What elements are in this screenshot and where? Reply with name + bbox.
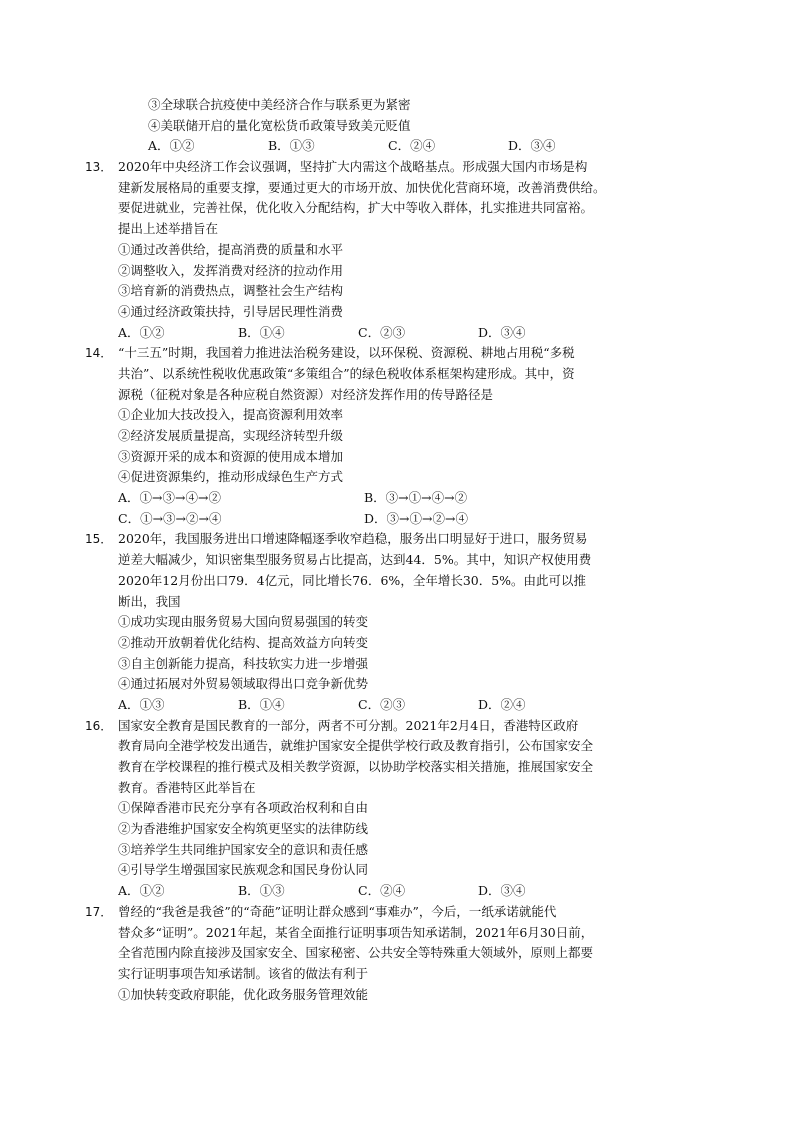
answer-item: ③全球联合抗疫使中美经济合作与联系更为紧密 xyxy=(148,97,411,112)
option-b: B．①③ xyxy=(268,138,315,154)
question-text: 源税（征税对象是各种应税自然资源）对经济发挥作用的传导路径是 xyxy=(118,386,494,402)
question-text: 国家安全教育是国民教育的一部分，两者不可分割。2021年2月4日，香港特区政府 xyxy=(118,717,579,733)
option-d: D．③→①→②→④ xyxy=(364,510,468,526)
answer-item: ①加快转变政府职能，优化政务服务管理效能 xyxy=(118,986,369,1002)
option-a: A．①② xyxy=(118,324,165,340)
question-text: 建新发展格局的重要支撑，要通过更大的市场开放、加快优化营商环境，改善消费供给。 xyxy=(118,179,606,195)
question-text: “十三五”时期，我国着力推进法治税务建设，以环保税、资源税、耕地占用税“多税 xyxy=(118,345,575,361)
option-c: C．②④ xyxy=(388,138,436,154)
option-c: C．②④ xyxy=(358,883,406,899)
question-text: 断出，我国 xyxy=(118,593,181,609)
answer-item: ②经济发展质量提高，实现经济转型升级 xyxy=(118,428,344,443)
option-d: D．②④ xyxy=(478,696,526,712)
answer-item: ①企业加大技改投入，提高资源利用效率 xyxy=(118,407,344,423)
question-number: 16． xyxy=(85,718,113,733)
answer-item: ④通过经济政策扶持，引导居民理性消费 xyxy=(118,303,344,319)
option-d: D．③④ xyxy=(508,138,556,154)
options-row xyxy=(118,323,680,344)
question-number: 13． xyxy=(85,160,113,175)
question-number: 15． xyxy=(85,532,113,547)
option-c: C．②③ xyxy=(358,324,406,340)
answer-item: ③自主创新能力提高，科技软实力进一步增强 xyxy=(118,655,369,671)
answer-item: ①成功实现由服务贸易大国向贸易强国的转变 xyxy=(118,614,369,630)
option-c: C．①→③→②→④ xyxy=(118,510,222,526)
answer-item: ③培养学生共同维护国家安全的意识和责任感 xyxy=(118,841,369,857)
question-text: 教育在学校课程的推行模式及相关教学资源，以协助学校落实相关措施，推展国家安全 xyxy=(118,759,594,774)
question-12-continuation xyxy=(118,95,680,157)
question-text: 全省范围内除直接涉及国家安全、国家秘密、公共安全等特殊重大领域外，原则上都要 xyxy=(118,945,594,961)
option-c: C．②③ xyxy=(358,696,406,712)
answer-item: ③培育新的消费热点，调整社会生产结构 xyxy=(118,283,344,299)
options-row xyxy=(118,881,680,902)
options-row xyxy=(118,488,680,509)
question-text: 提出上述举措旨在 xyxy=(118,221,219,237)
page-content xyxy=(85,95,680,1005)
option-d: D．③④ xyxy=(478,883,526,899)
question-text: 共治”、以系统性税收优惠政策“多策组合”的绿色税收体系框架构建形成。其中，资 xyxy=(118,365,575,381)
option-a: A．①② xyxy=(118,883,165,899)
options-row xyxy=(118,136,680,157)
question-16 xyxy=(85,716,680,902)
question-text: 2020年12月份出口79．4亿元，同比增长76．6%，全年增长30．5%。由此可以推 xyxy=(118,572,587,588)
question-number: 17． xyxy=(85,904,113,919)
question-number: 14． xyxy=(85,346,113,361)
option-b: B．①③ xyxy=(238,883,285,899)
option-b: B．①④ xyxy=(238,696,285,712)
answer-item: ②推动开放朝着优化结构、提高效益方向转变 xyxy=(118,634,369,650)
option-a: A．①→③→④→② xyxy=(118,490,221,506)
option-d: D．③④ xyxy=(478,324,526,340)
answer-item: ①通过改善供给，提高消费的质量和水平 xyxy=(118,241,344,257)
answer-item: ④美联储开启的量化宽松货币政策导致美元贬值 xyxy=(148,117,411,133)
question-text: 2020年中央经济工作会议强调，坚持扩大内需这个战略基点。形成强大国内市场是构 xyxy=(118,159,588,175)
answer-item: ②调整收入，发挥消费对经济的拉动作用 xyxy=(118,262,344,278)
question-text: 替众多“证明”。2021年起，某省全面推行证明事项告知承诺制，2021年6月30日前， xyxy=(118,924,594,940)
question-text: 逆差大幅减少，知识密集型服务贸易占比提高，达到44．5%。其中，知识产权使用费 xyxy=(118,552,592,568)
answer-item: ④通过拓展对外贸易领域取得出口竞争新优势 xyxy=(118,676,369,692)
question-15 xyxy=(85,529,680,715)
answer-item: ①保障香港市民充分享有各项政治权利和自由 xyxy=(118,800,369,816)
question-14 xyxy=(85,343,680,529)
question-text: 曾经的“我爸是我爸”的“奇葩”证明让群众感到“事难办”，今后，一纸承诺就能代 xyxy=(118,903,557,919)
question-text: 教育局向全港学校发出通告，就维护国家安全提供学校行政及教育指引，公布国家安全 xyxy=(118,738,594,754)
question-text: 实行证明事项告知承诺制。该省的做法有利于 xyxy=(118,965,369,981)
answer-item: ②为香港维护国家安全构筑更坚实的法律防线 xyxy=(118,821,369,837)
question-17 xyxy=(85,902,680,1005)
answer-item: ④促进资源集约，推动形成绿色生产方式 xyxy=(118,469,344,485)
question-text: 教育。香港特区此举旨在 xyxy=(118,779,256,795)
option-b: B．③→①→④→② xyxy=(364,490,468,506)
question-13 xyxy=(85,157,680,343)
options-row xyxy=(118,509,680,530)
question-text: 要促进就业，完善社保，优化收入分配结构，扩大中等收入群体，扎实推进共同富裕。 xyxy=(118,200,594,216)
option-a: A．①② xyxy=(148,138,195,154)
answer-item: ③资源开采的成本和资源的使用成本增加 xyxy=(118,448,344,464)
options-row xyxy=(118,695,680,716)
answer-item: ④引导学生增强国家民族观念和国民身份认同 xyxy=(118,862,369,878)
option-a: A．①③ xyxy=(118,696,165,712)
question-text: 2020年，我国服务进出口增速降幅逐季收窄趋稳，服务出口明显好于进口，服务贸易 xyxy=(118,531,588,547)
option-b: B．①④ xyxy=(238,324,285,340)
